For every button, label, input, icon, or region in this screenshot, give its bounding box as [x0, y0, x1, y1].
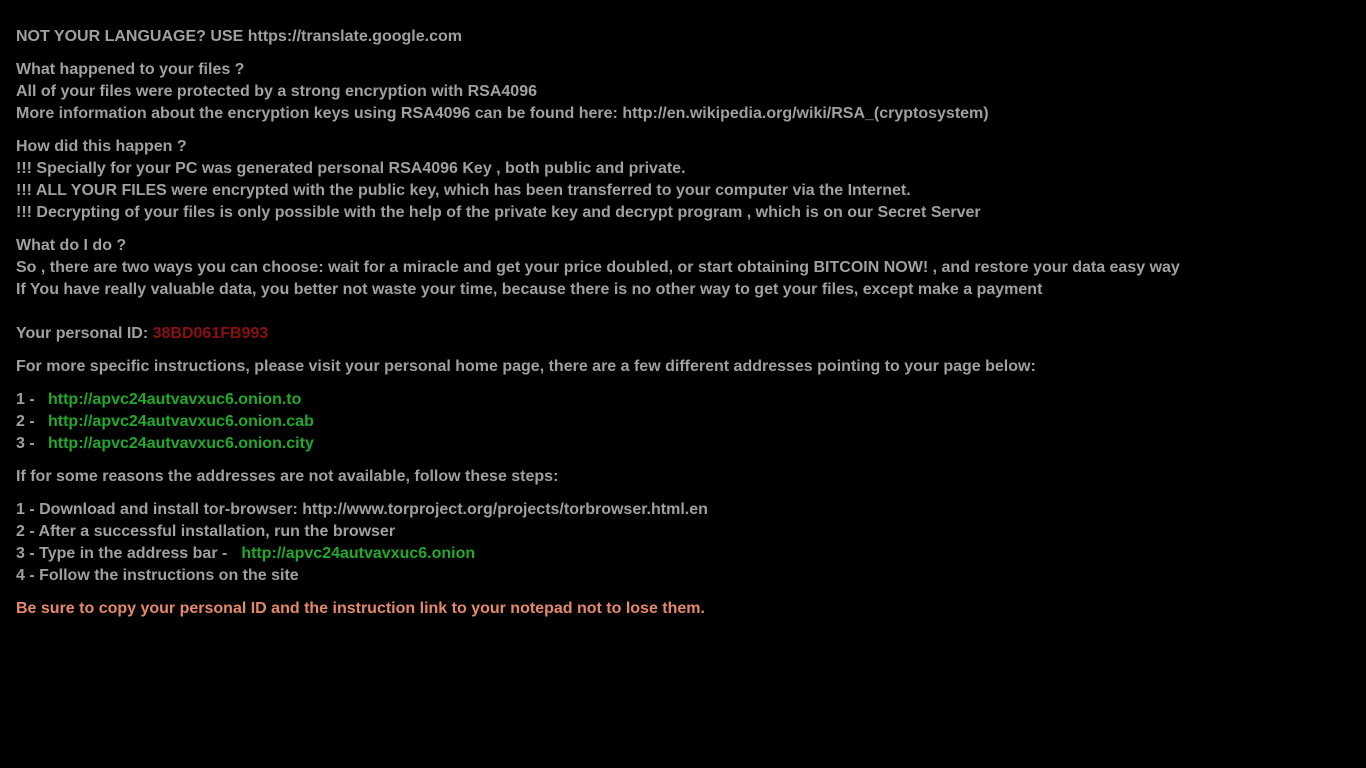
personal-id-row	[16, 323, 1356, 345]
step-3	[16, 543, 1356, 565]
what-do-line2: If You have really valuable data, you better not waste your time, because there is no other way to get your files, except make a payment	[16, 281, 1043, 298]
address-row-2	[16, 411, 1356, 433]
step-3-label: 3 - Type in the address bar -	[16, 545, 228, 562]
step-2: 2 - After a successful installation, run the browser	[16, 523, 396, 540]
how-line2: !!! ALL YOUR FILES were encrypted with the public key, which has been transferred to your computer via the Internet.	[16, 182, 911, 199]
personal-id-value: 38BD061FB993	[152, 325, 269, 342]
address-link-3[interactable]: http://apvc24autvavxuc6.onion.city	[48, 435, 314, 452]
how-line3: !!! Decrypting of your files is only possible with the help of the private key and decrypt program , which is on our Secret Server	[16, 204, 981, 221]
what-happened-title: What happened to your files ?	[16, 61, 245, 78]
address-number-2: 2 -	[16, 413, 35, 430]
what-do-line1: So , there are two ways you can choose: wait for a miracle and get your price doubled, or start obtaining BITCOIN NOW! , and restore your data easy way	[16, 259, 1180, 276]
how-line1: !!! Specially for your PC was generated personal RSA4096 Key , both public and private.	[16, 160, 686, 177]
instructions-intro: For more specific instructions, please visit your personal home page, there are a few different addresses pointing to your page below:	[16, 358, 1036, 375]
what-happened-line2: More information about the encryption keys using RSA4096 can be found here: http://en.wikipedia.org/wiki/RSA_(cryptosystem)	[16, 105, 989, 122]
personal-id-label: Your personal ID:	[16, 325, 153, 342]
fallback-intro: If for some reasons the addresses are not available, follow these steps:	[16, 468, 559, 485]
translate-hint: NOT YOUR LANGUAGE? USE https://translate.google.com	[16, 28, 462, 45]
address-number-3: 3 -	[16, 435, 35, 452]
address-link-1[interactable]: http://apvc24autvavxuc6.onion.to	[48, 391, 302, 408]
address-number-1: 1 -	[16, 391, 35, 408]
what-do-title: What do I do ?	[16, 237, 127, 254]
address-row-1	[16, 389, 1356, 411]
how-title: How did this happen ?	[16, 138, 187, 155]
what-happened-line1: All of your files were protected by a strong encryption with RSA4096	[16, 83, 537, 100]
warning-message: Be sure to copy your personal ID and the instruction link to your notepad not to lose them.	[16, 600, 705, 617]
ransom-note	[16, 26, 1356, 620]
step-3-link[interactable]: http://apvc24autvavxuc6.onion	[241, 545, 476, 562]
address-row-3	[16, 433, 1356, 455]
step-4: 4 - Follow the instructions on the site	[16, 567, 299, 584]
step-1: 1 - Download and install tor-browser: http://www.torproject.org/projects/torbrowser.html.en	[16, 501, 708, 518]
address-link-2[interactable]: http://apvc24autvavxuc6.onion.cab	[48, 413, 314, 430]
